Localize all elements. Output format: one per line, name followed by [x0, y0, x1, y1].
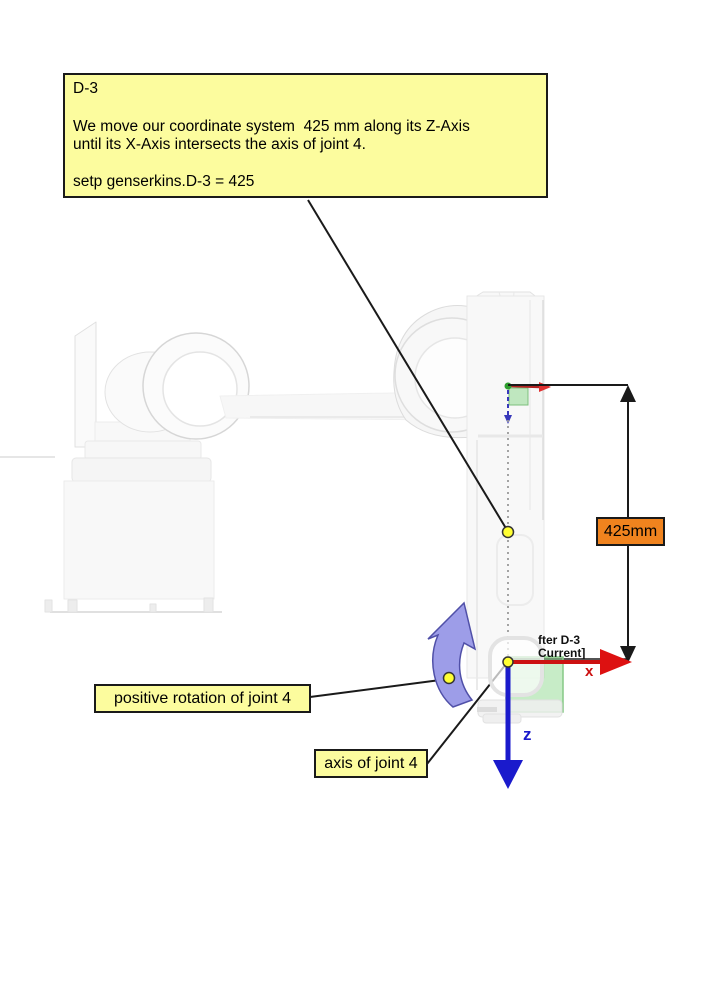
z-axis-label: z — [523, 725, 532, 744]
frame-before-plane — [509, 388, 528, 405]
base-foot-4 — [204, 598, 213, 612]
marker-on-rotation-arrow — [444, 673, 455, 684]
dimension-arrow-up-icon — [620, 385, 636, 402]
base-foot-2 — [68, 600, 77, 612]
forearm-column — [467, 296, 544, 678]
label-axis-of-joint: axis of joint 4 — [314, 749, 428, 778]
frame-after-caption-line1: fter D-3 — [538, 633, 581, 647]
x-axis-label: x — [585, 663, 594, 680]
wrist-marking — [477, 707, 497, 712]
z-axis-arrowhead-icon — [493, 760, 523, 789]
callout-line1: We move our coordinate system 425 mm along its Z-Axis — [73, 118, 470, 135]
base-back-plate — [75, 322, 96, 447]
base-foot-3 — [150, 604, 156, 612]
frame-after-caption-line2: Current] — [538, 645, 586, 660]
leader-positive-rotation — [310, 679, 448, 697]
frame-before-x-arrowhead-icon — [539, 382, 551, 392]
base-plate-small — [85, 441, 201, 460]
wrist-cylinder — [483, 714, 521, 723]
base-plate-wide — [72, 458, 211, 482]
base-body — [64, 481, 214, 599]
callout-title: D-3 — [73, 80, 98, 97]
marker-on-axis — [503, 527, 514, 538]
callout-command: setp genserkins.D-3 = 425 — [73, 173, 255, 190]
frame-after — [477, 638, 632, 789]
marker-joint-origin — [503, 657, 513, 667]
wrist-casting — [490, 638, 542, 695]
base-foot-1 — [45, 600, 52, 612]
frame-after-caption — [538, 634, 585, 659]
callout-box-d3 — [63, 73, 548, 198]
frame-before-x-axis — [510, 386, 540, 387]
callout-line2: until its X-Axis intersects the axis of joint 4. — [73, 136, 366, 153]
dimension-value-badge: 425mm — [596, 517, 665, 546]
label-positive-rotation: positive rotation of joint 4 — [94, 684, 311, 713]
